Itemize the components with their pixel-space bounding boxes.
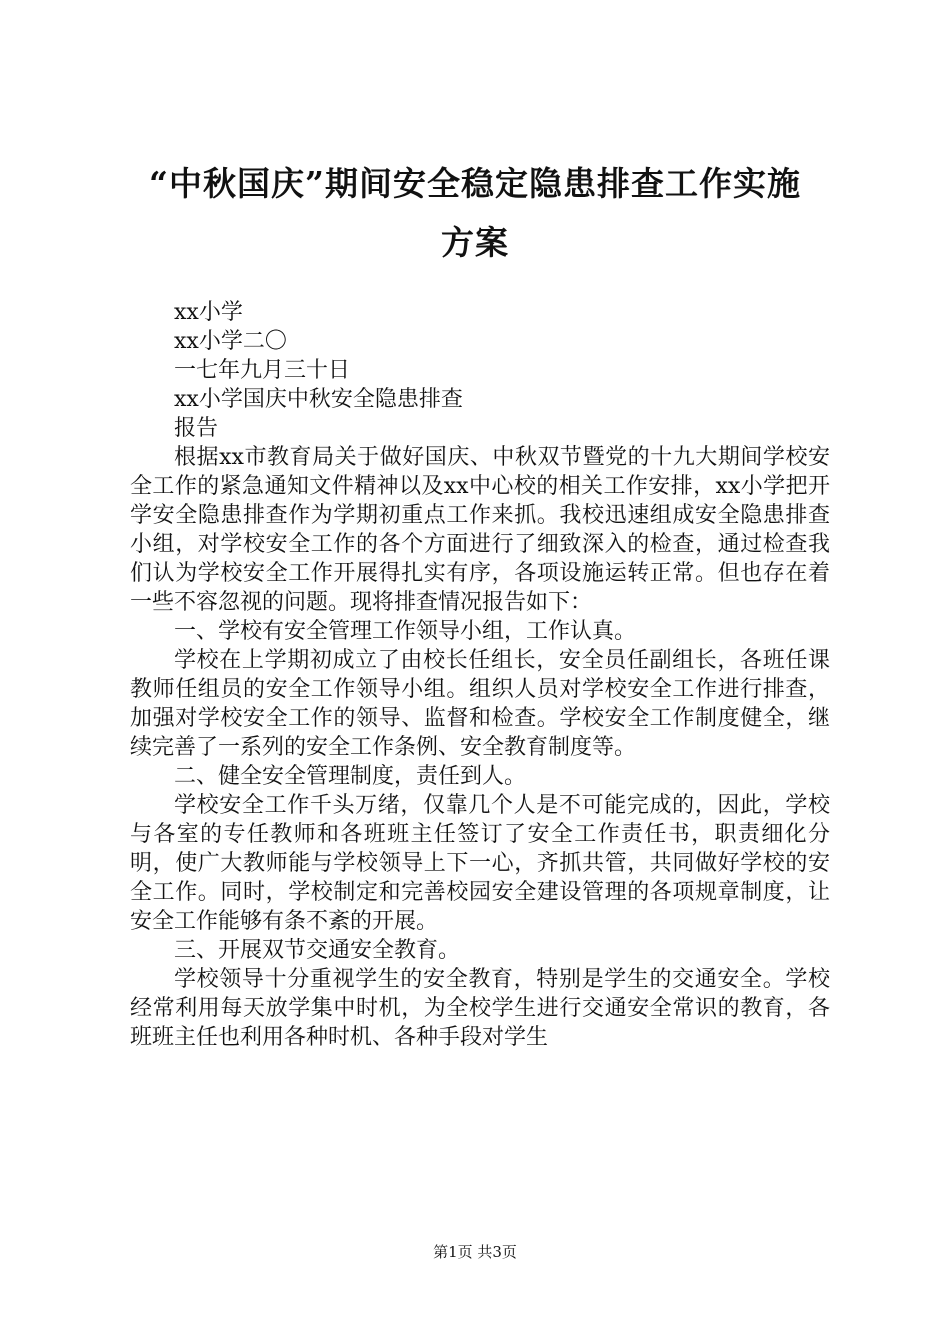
document-title-line-2: 方案 — [441, 223, 509, 262]
section-paragraph-1: 学校在上学期初成立了由校长任组长，安全员任副组长，各班任课教师任组员的安全工作领导小组。组织人员对学校安全工作进行排查，加强对学校安全工作的领导、监督和检查。学校安全工作制度健全，继续完善了一系列的安全工作条例、安全教育制度等。 — [130, 648, 830, 760]
section-heading-2: 二、健全安全管理制度，责任到人。 — [174, 764, 527, 789]
page-number-footer: 第1页 共3页 — [433, 1243, 517, 1261]
section-paragraph-3: 学校领导十分重视学生的安全教育，特别是学生的交通安全。学校经常利用每天放学集中时机，为全校学生进行交通安全常识的教育，各班班主任也利用各种时机、各种手段对学生 — [130, 967, 830, 1050]
intro-paragraph: 根据xx市教育局关于做好国庆、中秋双节暨党的十九大期间学校安全工作的紧急通知文件精神以及xx中心校的相关工作安排，xx小学把开学安全隐患排查作为学期初重点工作来抓。我校迅速组成安全隐患排查小组，对学校安全工作的各个方面进行了细致深入的检查，通过检查我们认为学校安全工作开展得扎实有序，各项设施运转正常。但也存在着一些不容忽视的问题。现将排查情况报告如下： — [130, 445, 830, 615]
date-line-1: xx小学二〇 — [174, 329, 287, 354]
report-title-line-2: 报告 — [174, 416, 219, 441]
section-paragraph-2: 学校安全工作千头万绪，仅靠几个人是不可能完成的，因此，学校与各室的专任教师和各班班主任签订了安全工作责任书，职责细化分明，使广大教师能与学校领导上下一心，齐抓共管，共同做好学校的安全工作。同时，学校制定和完善校园安全建设管理的各项规章制度，让安全工作能够有条不紊的开展。 — [130, 793, 830, 934]
section-heading-3: 三、开展双节交通安全教育。 — [174, 938, 461, 963]
school-name: xx小学 — [174, 300, 243, 325]
document-body — [130, 298, 830, 1052]
report-title-line-1: xx小学国庆中秋安全隐患排查 — [174, 387, 463, 412]
date-line-2: 一七年九月三十日 — [174, 358, 351, 383]
section-heading-1: 一、学校有安全管理工作领导小组，工作认真。 — [174, 619, 637, 644]
document-title-line-1: “中秋国庆”期间安全稳定隐患排查工作实施 — [149, 164, 801, 203]
